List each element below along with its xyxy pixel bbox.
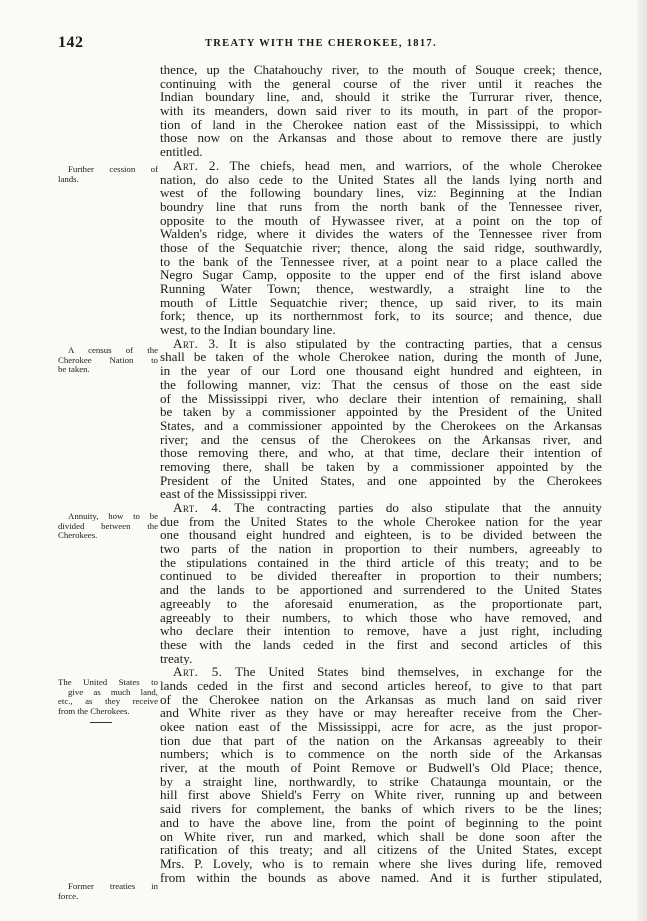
- body-line: agreeably to the aforesaid enumeration, as the proportionate part,: [160, 596, 602, 611]
- body-line: mouth of Little Sequatchie river; thence, up said river, to its main: [160, 295, 602, 310]
- body-line: President of the United States, and one appointed by the Cherokees: [160, 473, 602, 488]
- margin-note-line: Annuity, how to be: [68, 511, 158, 521]
- body-line: the following manner, viz: That the census of those on the east side: [160, 377, 602, 392]
- body-line: those of the Sequatchie river; thence, along the said ridge, southwardly,: [160, 240, 602, 255]
- body-line: boundry line that runs from the north bank of the Tennessee river,: [160, 199, 602, 214]
- body-line: the stipulations contained in the third article of this treaty; and to be: [160, 555, 602, 570]
- body-line: Indian boundary line, and, should it strike the Turrurar river, thence,: [160, 90, 602, 105]
- article-3-first-line: [160, 337, 602, 351]
- body-line: hill first above Shield's Ferry on White river, running up and between: [160, 788, 602, 803]
- body-line-text: It is also stipulated by the contracting parties, that a census: [228, 336, 602, 351]
- scan-page-edge: [637, 0, 647, 921]
- body-line: tion of land in the Cherokee nation east of the Mississippi, to which: [160, 117, 602, 132]
- body-line: opposite to the mouth of Hywassee river, at a point on the top of: [160, 213, 602, 228]
- body-line: of the Mississippi river, who declare their intention of remaining, shall: [160, 391, 602, 406]
- running-head: TREATY WITH THE CHEROKEE, 1817.: [205, 38, 437, 49]
- body-line: numbers; which is to commence on the north side of the Arkansas: [160, 747, 602, 762]
- body-line: and to have the above line, from the point of beginning to the point: [160, 815, 602, 830]
- article-4-label: Art. 4.: [173, 501, 222, 515]
- page-number: 142: [58, 34, 84, 51]
- body-line-text: The United States bind themselves, in exchange for the: [235, 665, 602, 679]
- article-4-first-line: [160, 501, 602, 515]
- body-line: these with the lands ceded in the first and second articles of this: [160, 637, 602, 652]
- body-line: one thousand eight hundred and eighteen, is to be divided between the: [160, 528, 602, 543]
- body-line: Running Water Town; thence, westwardly, a straight line to the: [160, 282, 602, 296]
- body-line: due from the United States to the whole Cherokee nation for the year: [160, 514, 602, 529]
- body-line: okee nation east of the Mississippi, acre for acre, as the just propor-: [160, 720, 602, 734]
- body-line: to the bank of the Tennessee river, at a point near to a place called the: [160, 254, 602, 269]
- article-2-label: Art. 2.: [173, 158, 220, 173]
- body-line: continuing with the general course of the river until it reaches the: [160, 76, 602, 91]
- margin-note-line: Former treaties in: [68, 881, 158, 891]
- article-2-first-line: [160, 159, 602, 173]
- margin-note-line: Cherokees.: [58, 530, 98, 541]
- body-line: west of the following boundary lines, viz: Beginning at the Indian: [160, 186, 602, 200]
- article-5-first-line: [160, 665, 602, 679]
- body-line: those removing there, and who, at that time, declare their intention of: [160, 446, 602, 460]
- body-line: thence, up the Chatahouchy river, to the mouth of Souque creek; thence,: [160, 63, 602, 77]
- body-line: be taken by a commissioner appointed by the President of the United: [160, 405, 602, 419]
- body-line: shall be taken of the whole Cherokee nation, during the month of June,: [160, 350, 602, 365]
- body-line: nation, do also cede to the United States all the lands lying north and: [160, 172, 602, 187]
- margin-note-line: from the Cherokees.: [58, 705, 130, 716]
- body-line-text: The contracting parties do also stipulate that the annuity: [234, 501, 602, 515]
- body-line: entitled.: [160, 145, 203, 159]
- body-line: fork; thence, up its northernmost fork, to its source; and thence, due: [160, 309, 602, 324]
- body-line: lands ceded in the first and second articles hereof, to give to that part: [160, 678, 602, 693]
- body-line: and the lands to be apportioned and surrendered to the United States: [160, 583, 602, 597]
- margin-note-line: be taken.: [58, 364, 90, 375]
- margin-note-census: [58, 346, 158, 375]
- body-line: those now on the Arkansas and those about to remove there are justly: [160, 131, 602, 146]
- article-3-label: Art. 3.: [173, 336, 220, 351]
- body-line: Walden's ridge, where it divides the waters of the Tennessee river from: [160, 227, 602, 241]
- body-line: east of the Mississippi river.: [160, 487, 308, 501]
- margin-note-former-treaties: [58, 882, 158, 901]
- margin-note-line: A census of the: [68, 345, 158, 355]
- margin-note-line: Further cession of: [68, 164, 158, 174]
- body-line: removing there, shall be taken by a commissioner appointed by the: [160, 459, 602, 474]
- margin-note-line: force.: [58, 890, 79, 901]
- margin-note-line: lands.: [58, 173, 79, 184]
- body-line: States, and a commissioner appointed by the Cherokees on the Arkansas: [160, 418, 602, 433]
- body-line: agreeably to their numbers, to which those who have removed, and: [160, 610, 602, 625]
- margin-note-line: divided between the: [58, 520, 158, 531]
- body-line: from within the bounds as above named. And it is further stipulated,: [160, 870, 602, 885]
- body-line: said rivers for complement, the banks of which rivers to be the lines;: [160, 802, 602, 816]
- margin-note-further-cession: [58, 165, 158, 184]
- body-line: of the Cherokee nation on the Arkansas as much land on said river: [160, 692, 602, 707]
- margin-note-line: The United States to: [58, 677, 158, 687]
- margin-divider: [90, 722, 112, 723]
- body-line: treaty.: [160, 651, 193, 666]
- body-line: two parts of the nation in proportion to their numbers, agreeably to: [160, 542, 602, 556]
- body-line: and White river as they have or may hereafter receive from the Cher-: [160, 706, 602, 720]
- margin-note-united-states: [58, 678, 158, 716]
- body-line: Mrs. P. Lovely, who is to remain where she lives during life, removed: [160, 856, 602, 871]
- body-line: by a straight line, northwardly, to strike Chataunga mountain, or the: [160, 774, 602, 789]
- body-line: in the year of our Lord one thousand eight hundred and eighteen, in: [160, 364, 602, 378]
- body-line: who declare their intention to remove, have a just right, including: [160, 624, 602, 638]
- body-line: continued to be divided thereafter in proportion to their numbers;: [160, 569, 602, 584]
- body-line-text: The chiefs, head men, and warriors, of the whole Cherokee: [229, 158, 602, 173]
- margin-note-line: give as much land,: [68, 686, 158, 697]
- margin-note-line: Cherokee Nation to: [58, 354, 158, 365]
- margin-note-annuity: [58, 512, 158, 541]
- body-line: west, to the Indian boundary line.: [160, 323, 336, 337]
- body-line: on White river, run and marked, which shall be done soon after the: [160, 829, 602, 844]
- body-line: river; and the census of the Cherokees on the Arkansas river, and: [160, 432, 602, 447]
- body-line: Negro Sugar Camp, opposite to the upper end of the first island above: [160, 268, 602, 282]
- treaty-body-text: [160, 63, 602, 884]
- body-line: river, at the mouth of Point Remove or Budwell's Old Place; thence,: [160, 761, 602, 775]
- body-line: with its meanders, down said river to its mouth, in part of the propor-: [160, 104, 602, 118]
- article-5-label: Art. 5.: [173, 665, 223, 679]
- margin-note-line: etc., as they receive: [58, 696, 158, 707]
- body-line: tion due that part of the nation on the Arkansas agreeably to their: [160, 733, 602, 748]
- body-line: ratification of this treaty; and all citizens of the United States, except: [160, 843, 602, 857]
